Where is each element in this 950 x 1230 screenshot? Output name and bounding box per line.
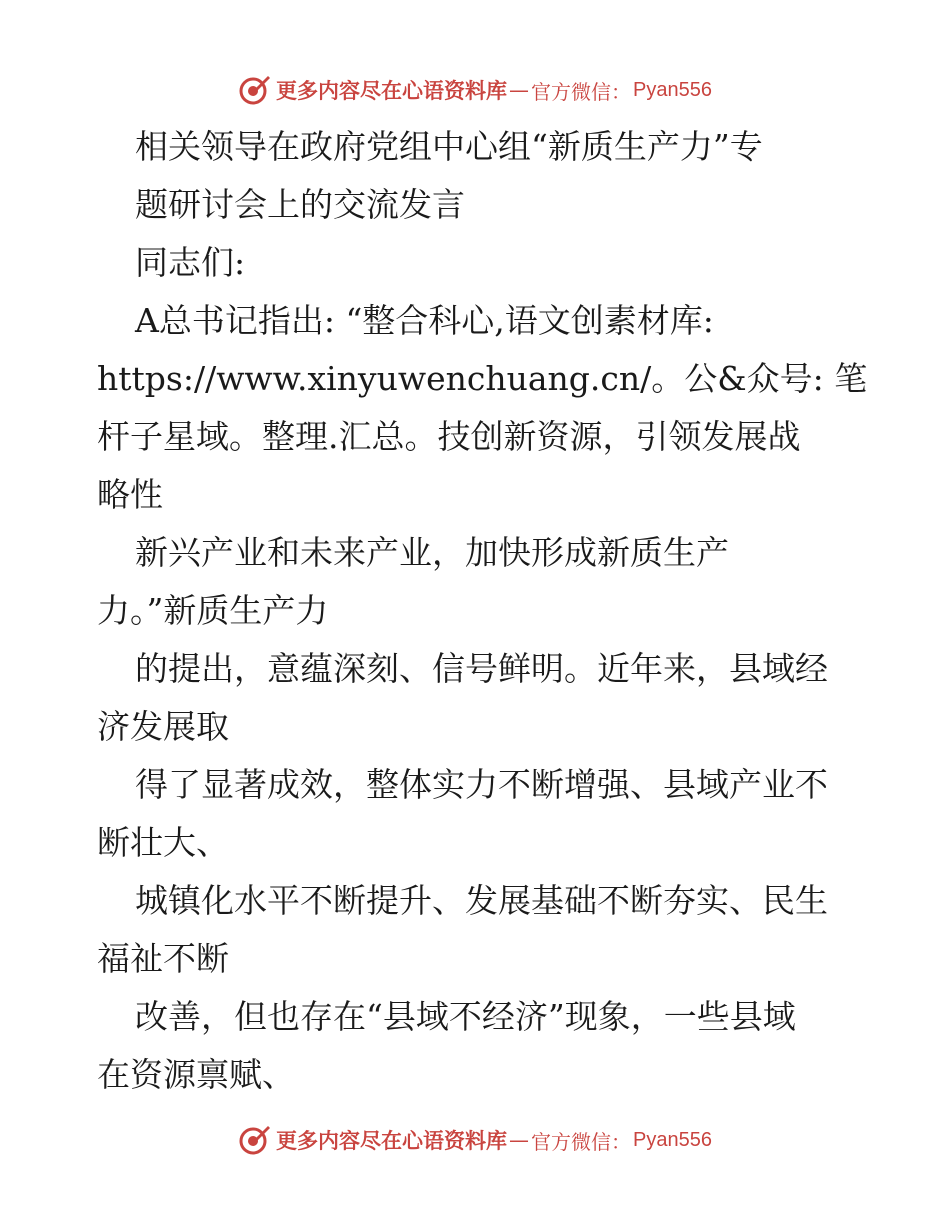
paragraph-line: 杆子星域。整理.汇总。技创新资源，引领发展战	[97, 417, 801, 456]
title-line-1: 相关领导在政府党组中心组“新质生产力”专	[135, 127, 763, 166]
banner-dash: —	[509, 78, 530, 102]
quill-logo-icon	[238, 73, 272, 107]
banner-main-text: 更多内容尽在心语资料库	[276, 1128, 508, 1153]
footer-watermark-banner	[0, 1120, 950, 1160]
document-body	[97, 118, 868, 1104]
paragraph-line: 得了显著成效，整体实力不断增强、县域产业不	[135, 765, 828, 804]
quill-logo-icon	[238, 1123, 272, 1157]
banner-main-text: 更多内容尽在心语资料库	[276, 78, 508, 103]
paragraph-line: 济发展取	[97, 707, 229, 746]
salutation: 同志们:	[135, 243, 246, 282]
paragraph-line: 城镇化水平不断提升、发展基础不断夯实、民生	[135, 881, 828, 920]
banner-handle: Pyan556	[633, 1128, 712, 1151]
paragraph-line: 改善，但也存在“县域不经济”现象，一些县域	[135, 997, 796, 1036]
paragraph-line: 力。”新质生产力	[97, 591, 329, 630]
banner-dash: —	[509, 1128, 530, 1152]
banner-handle: Pyan556	[633, 78, 712, 101]
paragraph-line: A总书记指出: “整合科心,语文创素材库:	[135, 301, 714, 340]
paragraph-line: 福祉不断	[97, 939, 229, 978]
paragraph-line: https://www.xinyuwenchuang.cn/。公&众号: 笔	[97, 359, 868, 398]
header-watermark-banner	[0, 70, 950, 110]
banner-sub-text: 官方微信：	[531, 79, 632, 104]
title-line-2: 题研讨会上的交流发言	[135, 185, 465, 224]
paragraph-line: 新兴产业和未来产业，加快形成新质生产	[135, 533, 729, 572]
paragraph-line: 在资源禀赋、	[97, 1055, 295, 1094]
banner-sub-text: 官方微信：	[531, 1129, 632, 1154]
paragraph-line: 断壮大、	[97, 823, 229, 862]
paragraph-line: 略性	[97, 475, 163, 514]
paragraph-line: 的提出，意蕴深刻、信号鲜明。近年来，县域经	[135, 649, 828, 688]
